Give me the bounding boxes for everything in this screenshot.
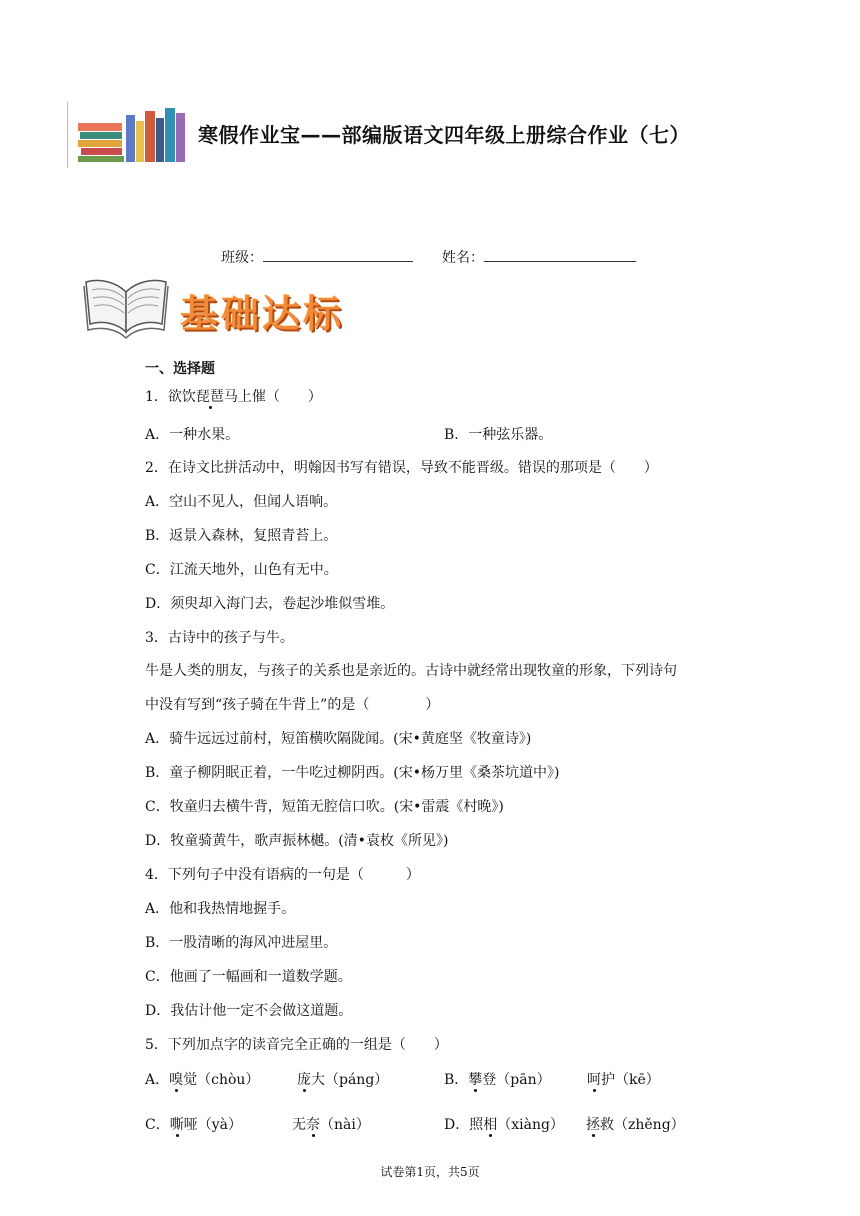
q5-option-a-2 (297, 1069, 388, 1089)
q1-option-a: A．一种水果。 (145, 427, 240, 443)
q1-pre: 1．欲饮 (145, 389, 196, 405)
q4-option-d: D．我估计他一定不会做这道题。 (145, 1003, 353, 1019)
books-icon (76, 103, 188, 163)
q5-d2-emph: 拯 (586, 1117, 600, 1133)
q5-option-d-2 (586, 1114, 685, 1134)
q1-post: 马上催（ ） (223, 389, 322, 405)
q5-d1-pre: D．照 (444, 1117, 484, 1133)
q5-c2-emph: 奈 (306, 1117, 320, 1133)
open-book-icon (82, 272, 170, 340)
q2-option-a: A．空山不见人，但闻人语响。 (145, 494, 338, 510)
section-banner: 基础达标 (180, 292, 345, 336)
name-label: 姓名： (442, 250, 484, 266)
q5-c1-emph: 嘶 (169, 1117, 184, 1133)
class-field (221, 247, 413, 267)
q5-b1-post: 登（pān） (482, 1072, 551, 1088)
q5-option-d-1 (444, 1114, 564, 1134)
q1-emph: 琵琶 (195, 389, 224, 405)
q5-a1-emph: 嗅 (169, 1072, 184, 1088)
q5-b2-emph: 呵 (587, 1072, 601, 1088)
q5-b1-emph: 攀 (468, 1072, 483, 1088)
q4-option-a: A．他和我热情地握手。 (145, 901, 296, 917)
name-blank (484, 247, 636, 262)
q3-option-b: B．童子柳阴眠正着，一牛吃过柳阴西。(宋•杨万里《桑茶坑道中》) (145, 765, 560, 781)
q5-b1-pre: B． (444, 1072, 469, 1088)
q3-option-d: D．牧童骑黄牛，歌声振林樾。(清•袁枚《所见》) (145, 833, 449, 849)
q3-line1: 牛是人类的朋友，与孩子的关系也是亲近的。古诗中就经常出现牧童的形象，下列诗句 (145, 663, 677, 679)
q5-option-c-2 (292, 1114, 370, 1134)
q2-option-d: D．须臾却入海门去，卷起沙堆似雪堆。 (145, 596, 395, 612)
q5-d1-emph: 相 (483, 1117, 498, 1133)
q1-option-b: B．一种弦乐器。 (444, 427, 553, 443)
q2-option-c: C．江流天地外，山色有无中。 (145, 562, 338, 578)
class-blank (263, 247, 413, 262)
q5-d1-post: （xiàng） (497, 1117, 564, 1133)
q5-stem: 5．下列加点字的读音完全正确的一组是（ ） (145, 1037, 448, 1053)
q5-option-c-1 (145, 1114, 242, 1134)
name-field (442, 247, 636, 267)
header-divider (67, 102, 68, 168)
q5-c1-pre: C． (145, 1117, 170, 1133)
page-title: 寒假作业宝——部编版语文四年级上册综合作业（七） (198, 123, 690, 147)
class-label: 班级： (221, 250, 263, 266)
q5-a2-post: 大（páng） (311, 1072, 389, 1088)
q2-option-b: B．返景入森林，复照青苔上。 (145, 528, 338, 544)
q2-stem: 2．在诗文比拼活动中，明翰因书写有错误，导致不能晋级。错误的那项是（ ） (145, 460, 658, 476)
q4-option-c: C．他画了一幅画和一道数学题。 (145, 969, 352, 985)
q5-option-a-1 (145, 1069, 259, 1089)
q5-option-b-1 (444, 1069, 551, 1089)
q5-a1-post: 觉（chòu） (183, 1072, 260, 1088)
q4-option-b: B．一股清晰的海风冲进屋里。 (145, 935, 338, 951)
q5-c2-post: （nài） (320, 1117, 370, 1133)
q4-stem: 4．下列句子中没有语病的一句是（ ） (145, 867, 420, 883)
q5-b2-post: 护（kē） (601, 1072, 660, 1088)
section-title: 一、选择题 (145, 361, 215, 377)
q1-stem (145, 386, 322, 406)
q3-option-a: A．骑牛远远过前村，短笛横吹隔陇闻。(宋•黄庭坚《牧童诗》) (145, 731, 532, 747)
q5-c2-pre: 无 (292, 1117, 306, 1133)
q5-c1-post: 哑（yà） (183, 1117, 242, 1133)
q5-option-b-2 (587, 1069, 660, 1089)
q3-option-c: C．牧童归去横牛背，短笛无腔信口吹。(宋•雷震《村晚》) (145, 799, 504, 815)
page-footer: 试卷第1页，共5页 (380, 1165, 480, 1179)
q5-a1-pre: A． (145, 1072, 170, 1088)
q5-d2-post: 救（zhěng） (600, 1117, 685, 1133)
q3-line2: 中没有写到“孩子骑在牛背上”的是（ ） (145, 697, 440, 713)
q3-stem: 3．古诗中的孩子与牛。 (145, 630, 294, 646)
q5-a2-emph: 庞 (297, 1072, 311, 1088)
